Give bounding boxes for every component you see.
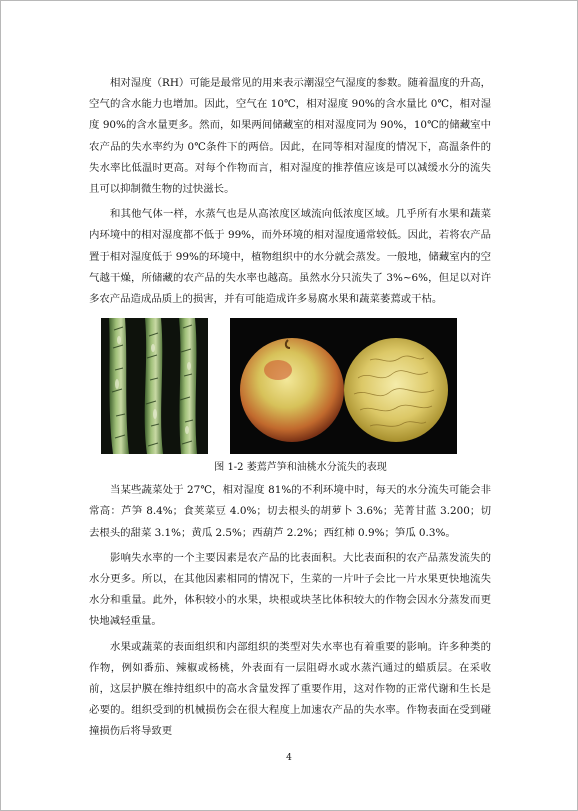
figure-1-2 (89, 318, 491, 454)
wilted-nectarine-photo (230, 318, 457, 454)
paragraph-relative-humidity: 相对湿度（RH）可能是最常见的用来表示潮湿空气湿度的参数。随着温度的升高，空气的含水能力也增加。因此，空气在 10℃，相对湿度 90%的含水量比 0℃，相对湿度 90%的含水量更多。然而，如果两间储藏室的相对湿度同为 90%，10℃的储藏室中农产品的失水率约为 0℃条件下的两倍。因此，在同等相对湿度的情况下，高温条件的失水率比低温时更高。对每个作物而言，相对湿度的推荐值应该是可以减缓水分的流失且可以抑制微生物的过快滋长。 (89, 77, 491, 196)
paragraph-surface-area: 影响失水率的一个主要因素是农产品的比表面积。大比表面积的农产品蒸发流失的水分更多。所以，在其他因素相同的情况下，生菜的一片叶子会比一片水果更快地流失水分和重量。此外，体积较小的水果，块根或块茎比体积较大的作物会因水分蒸发而更快地减轻重量。 (89, 551, 491, 628)
paragraph-water-vapor: 和其他气体一样，水蒸气也是从高浓度区域流向低浓度区域。几乎所有水果和蔬菜内环境中的相对湿度都不低于 99%，而外环境的相对湿度通常较低。因此，若将农产品置于相对湿度低于 99%的环境中，植物组织中的水分就会蒸发。一般地，储藏室内的空气越干燥，所储藏的农产品的失水率也越高。虽然水分只流失了 3%~6%，但足以对许多农产品造成品质上的损害，并有可能造成许多易腐水果和蔬菜萎蔫或干枯。 (89, 208, 491, 306)
asparagus-illustration (101, 318, 208, 454)
page-number: 4 (286, 753, 292, 763)
page-content (89, 73, 491, 747)
wilted-asparagus-photo (101, 318, 208, 454)
paragraph-tissue-type: 水果或蔬菜的表面组织和内部组织的类型对失水率也有着重要的影响。许多种类的作物，例如番茄、辣椒或杨桃，外表面有一层阻碍水或水蒸汽通过的蜡质层。在采收前，这层护膜在维持组织中的高水含量发挥了重要作用，这对作物的正常代谢和生长是必要的。组织受到的机械损伤会在很大程度上加速农产品的失水率。作物表面在受到碰撞损伤后将导致更 (89, 640, 491, 738)
figure-caption: 图 1-2 萎蔫芦笋和油桃水分流失的表现 (214, 462, 387, 474)
paragraph-water-loss-rates: 当某些蔬菜处于 27℃，相对湿度 81%的不利环境中时，每天的水分流失可能会非常高：芦笋 8.4%；食荚菜豆 4.0%；切去根头的胡萝卜 3.6%；芜菁甘蓝 3.200；切去根头的甜菜 3.1%；黄瓜 2.5%；西葫芦 2.2%；西红柿 0.9%；笋瓜 0.3%。 (89, 484, 491, 539)
nectarine-illustration (230, 318, 457, 454)
